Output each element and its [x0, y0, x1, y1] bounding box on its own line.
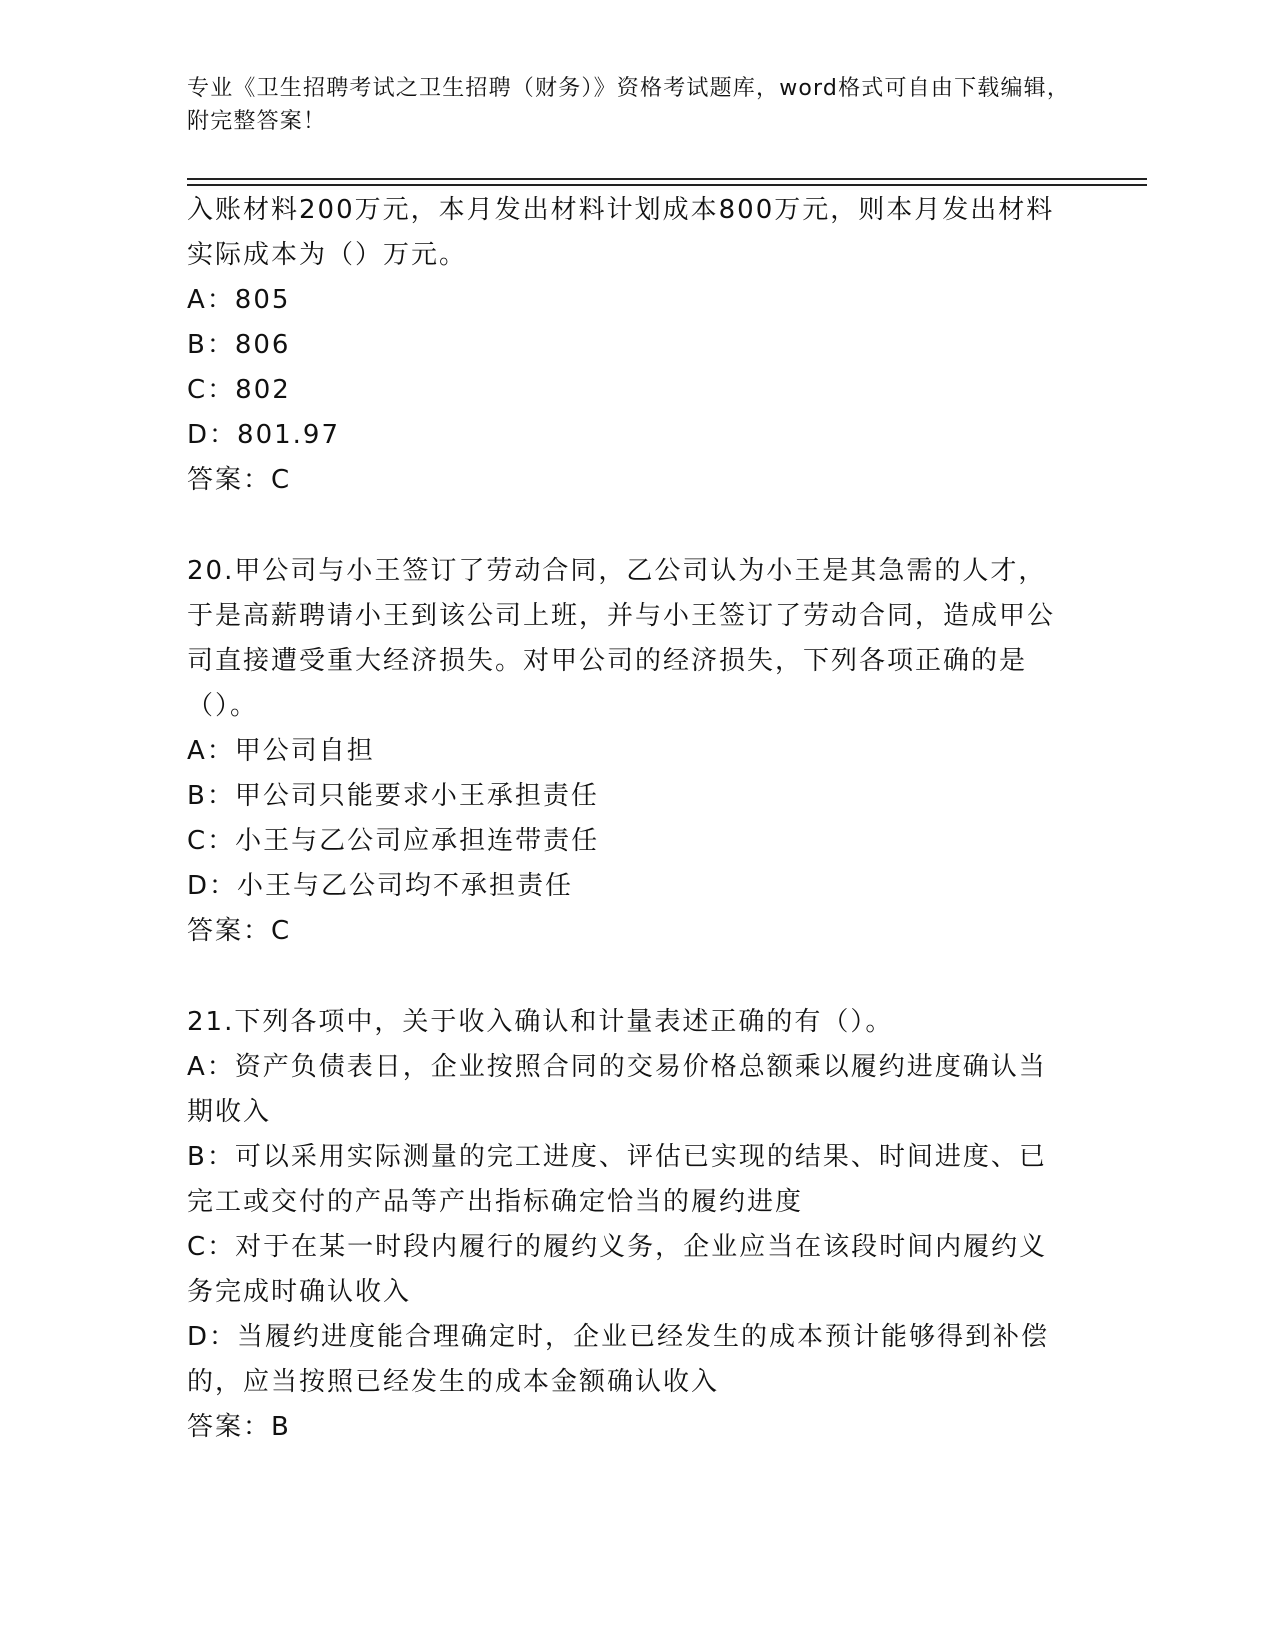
question-20-stem: 20.甲公司与小王签订了劳动合同，乙公司认为小王是其急需的人才，于是高薪聘请小王到该公司上班，并与小王签订了劳动合同，造成甲公司直接遭受重大经济损失。对甲公司的经济损失，下列各项正确的是（）。: [187, 556, 1056, 721]
question-21: [187, 1000, 1067, 1450]
question-21-stem: 21.下列各项中，关于收入确认和计量表述正确的有（）。: [187, 1007, 894, 1037]
question-19-option-c: C：802: [187, 375, 291, 405]
question-21-option-d: D：当履约进度能合理确定时，企业已经发生的成本预计能够得到补偿的，应当按照已经发生的成本金额确认收入: [187, 1322, 1050, 1397]
question-20-option-c: C：小王与乙公司应承担连带责任: [187, 826, 600, 856]
question-19: [187, 188, 1067, 503]
header-divider-top: [187, 178, 1147, 180]
question-20-answer: 答案：C: [187, 916, 292, 946]
spacer: [187, 954, 1067, 1000]
question-21-answer: 答案：B: [187, 1412, 291, 1442]
question-19-option-d: D：801.97: [187, 420, 340, 450]
header-divider-bottom: [187, 184, 1147, 186]
question-21-option-c: C：对于在某一时段内履行的履约义务，企业应当在该段时间内履约义务完成时确认收入: [187, 1232, 1048, 1307]
question-19-stem: 入账材料200万元，本月发出材料计划成本800万元，则本月发出材料实际成本为（）万元。: [187, 195, 1055, 270]
question-21-option-a: A：资产负债表日，企业按照合同的交易价格总额乘以履约进度确认当期收入: [187, 1052, 1047, 1127]
question-content: [187, 188, 1067, 1450]
question-20: [187, 549, 1067, 954]
header-text: 专业《卫生招聘考试之卫生招聘（财务）》资格考试题库，word格式可自由下载编辑，附完整答案！: [187, 76, 1071, 134]
question-20-option-d: D：小王与乙公司均不承担责任: [187, 871, 574, 901]
question-21-option-b: B：可以采用实际测量的完工进度、评估已实现的结果、时间进度、已完工或交付的产品等产出指标确定恰当的履约进度: [187, 1142, 1047, 1217]
document-header: [187, 72, 1087, 138]
spacer: [187, 503, 1067, 549]
question-20-option-b: B：甲公司只能要求小王承担责任: [187, 781, 599, 811]
question-19-answer: 答案：C: [187, 465, 292, 495]
question-19-option-a: A：805: [187, 285, 291, 315]
question-20-option-a: A：甲公司自担: [187, 736, 375, 766]
question-19-option-b: B：806: [187, 330, 291, 360]
